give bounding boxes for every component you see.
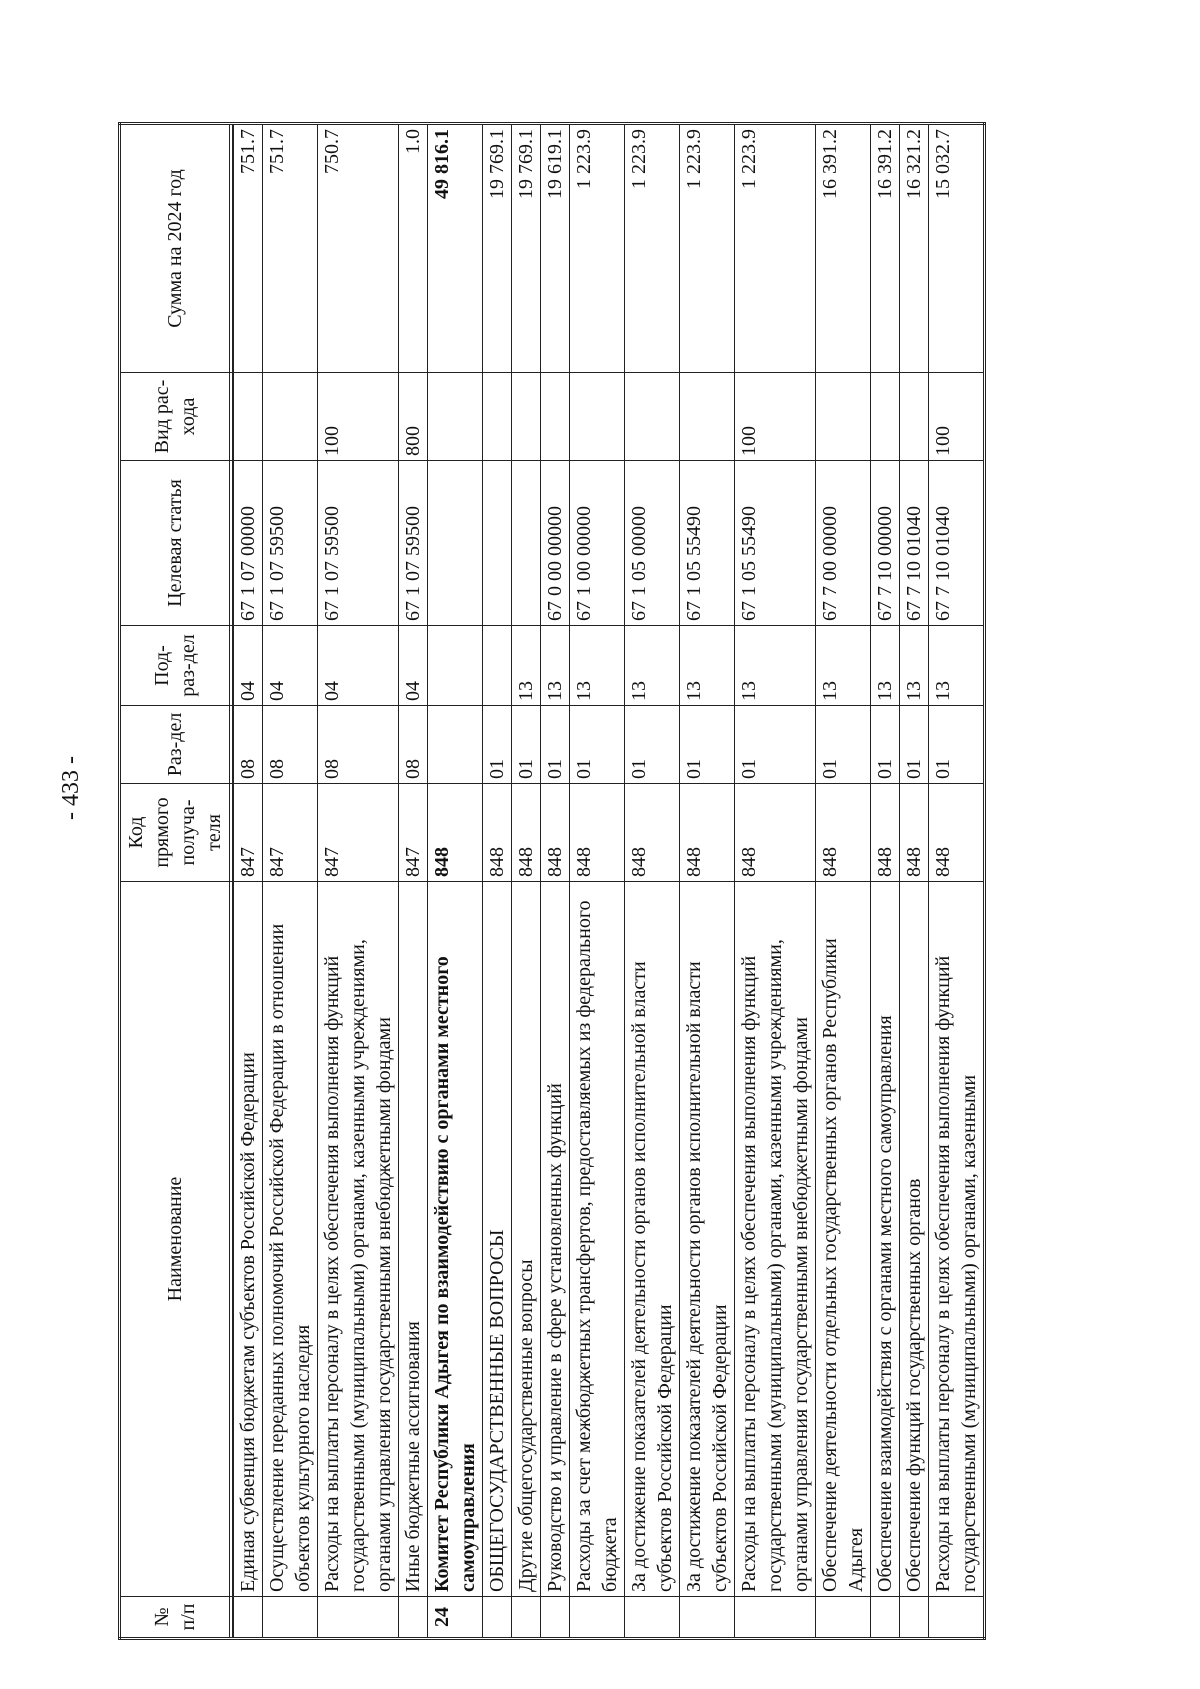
cell-name: ОБЩЕГОСУДАРСТВЕННЫЕ ВОПРОСЫ bbox=[483, 882, 512, 1597]
cell-target-article: 67 1 07 59500 bbox=[318, 461, 399, 626]
header-subsection: Под-раз-дел bbox=[120, 626, 230, 706]
cell-expense-kind bbox=[871, 373, 900, 461]
table-row bbox=[900, 124, 929, 1639]
cell-name: Руководство и управление в сфере установленных функций bbox=[541, 882, 570, 1597]
cell-expense-kind bbox=[541, 373, 570, 461]
cell-num: 24 bbox=[428, 1597, 483, 1639]
cell-expense-kind bbox=[570, 373, 625, 461]
cell-name: За достижение показателей деятельности органов исполнительной власти субъектов Российской Федерации bbox=[680, 882, 735, 1597]
cell-recipient-code: 848 bbox=[900, 784, 929, 882]
table-row bbox=[399, 124, 428, 1639]
cell-subsection bbox=[483, 626, 512, 706]
cell-target-article: 67 1 05 55490 bbox=[735, 461, 816, 626]
cell-section: 01 bbox=[900, 706, 929, 784]
cell-recipient-code: 848 bbox=[512, 784, 541, 882]
cell-expense-kind: 800 bbox=[399, 373, 428, 461]
cell-target-article: 67 7 10 01040 bbox=[929, 461, 985, 626]
cell-amount: 19 769.1 bbox=[512, 124, 541, 373]
page-number: - 433 - bbox=[58, 756, 84, 820]
cell-amount: 1 223.9 bbox=[625, 124, 680, 373]
cell-section: 01 bbox=[680, 706, 735, 784]
cell-expense-kind: 100 bbox=[318, 373, 399, 461]
cell-amount: 19 619.1 bbox=[541, 124, 570, 373]
header-kind: Вид рас-хода bbox=[120, 373, 230, 461]
header-target: Целевая статья bbox=[120, 461, 230, 626]
cell-subsection: 13 bbox=[929, 626, 985, 706]
cell-num bbox=[816, 1597, 871, 1639]
cell-target-article: 67 1 05 00000 bbox=[625, 461, 680, 626]
cell-section: 08 bbox=[318, 706, 399, 784]
cell-section: 08 bbox=[263, 706, 318, 784]
cell-num bbox=[263, 1597, 318, 1639]
cell-subsection: 04 bbox=[399, 626, 428, 706]
cell-target-article bbox=[512, 461, 541, 626]
cell-subsection: 13 bbox=[625, 626, 680, 706]
cell-num bbox=[512, 1597, 541, 1639]
cell-subsection: 13 bbox=[512, 626, 541, 706]
cell-name: Обеспечение взаимодействия с органами местного самоуправления bbox=[871, 882, 900, 1597]
cell-target-article: 67 1 07 59500 bbox=[399, 461, 428, 626]
table-row bbox=[680, 124, 735, 1639]
cell-recipient-code: 848 bbox=[541, 784, 570, 882]
cell-num bbox=[680, 1597, 735, 1639]
cell-subsection: 13 bbox=[871, 626, 900, 706]
cell-amount: 751.7 bbox=[263, 124, 318, 373]
cell-target-article: 67 7 00 00000 bbox=[816, 461, 871, 626]
cell-subsection: 13 bbox=[900, 626, 929, 706]
cell-target-article: 67 1 05 55490 bbox=[680, 461, 735, 626]
cell-recipient-code: 848 bbox=[680, 784, 735, 882]
table-row bbox=[541, 124, 570, 1639]
cell-recipient-code: 848 bbox=[625, 784, 680, 882]
cell-section: 08 bbox=[233, 706, 263, 784]
cell-subsection: 13 bbox=[680, 626, 735, 706]
cell-subsection: 13 bbox=[570, 626, 625, 706]
cell-amount: 751.7 bbox=[233, 124, 263, 373]
cell-amount: 1 223.9 bbox=[570, 124, 625, 373]
cell-name: Расходы на выплаты персоналу в целях обеспечения выполнения функций государственными (муниципальными) органами, казенными учреждениями, органами управления государственными внебюджетными фондами bbox=[318, 882, 399, 1597]
cell-recipient-code: 848 bbox=[816, 784, 871, 882]
cell-expense-kind bbox=[428, 373, 483, 461]
cell-recipient-code: 848 bbox=[929, 784, 985, 882]
cell-target-article bbox=[483, 461, 512, 626]
cell-section: 01 bbox=[735, 706, 816, 784]
cell-amount: 15 032.7 bbox=[929, 124, 985, 373]
cell-expense-kind bbox=[483, 373, 512, 461]
cell-expense-kind bbox=[233, 373, 263, 461]
cell-section: 01 bbox=[541, 706, 570, 784]
cell-name: Осуществление переданных полномочий Российской Федерации в отношении объектов культурного наследия bbox=[263, 882, 318, 1597]
cell-name: Единая субвенция бюджетам субъектов Российской Федерации bbox=[233, 882, 263, 1597]
table-header-row bbox=[120, 124, 230, 1639]
budget-table-container bbox=[118, 125, 1073, 1640]
cell-recipient-code: 847 bbox=[318, 784, 399, 882]
cell-subsection bbox=[428, 626, 483, 706]
cell-recipient-code: 848 bbox=[570, 784, 625, 882]
cell-section: 01 bbox=[871, 706, 900, 784]
cell-recipient-code: 848 bbox=[871, 784, 900, 882]
cell-name: За достижение показателей деятельности органов исполнительной власти субъектов Российской Федерации bbox=[625, 882, 680, 1597]
cell-target-article: 67 1 07 59500 bbox=[263, 461, 318, 626]
cell-target-article bbox=[428, 461, 483, 626]
cell-num bbox=[929, 1597, 985, 1639]
cell-target-article: 67 1 07 00000 bbox=[233, 461, 263, 626]
cell-expense-kind: 100 bbox=[929, 373, 985, 461]
cell-amount: 49 816.1 bbox=[428, 124, 483, 373]
cell-target-article: 67 7 10 01040 bbox=[900, 461, 929, 626]
cell-num bbox=[900, 1597, 929, 1639]
table-row bbox=[735, 124, 816, 1639]
cell-amount: 1 223.9 bbox=[680, 124, 735, 373]
cell-recipient-code: 848 bbox=[735, 784, 816, 882]
cell-expense-kind bbox=[263, 373, 318, 461]
cell-amount: 19 769.1 bbox=[483, 124, 512, 373]
cell-recipient-code: 848 bbox=[428, 784, 483, 882]
table-row bbox=[318, 124, 399, 1639]
header-num: № п/п bbox=[120, 1597, 230, 1639]
cell-expense-kind bbox=[512, 373, 541, 461]
cell-recipient-code: 847 bbox=[233, 784, 263, 882]
cell-name: Иные бюджетные ассигнования bbox=[399, 882, 428, 1597]
cell-amount: 16 321.2 bbox=[900, 124, 929, 373]
cell-num bbox=[570, 1597, 625, 1639]
header-code: Код прямого получа-теля bbox=[120, 784, 230, 882]
header-section: Раз-дел bbox=[120, 706, 230, 784]
cell-section: 01 bbox=[570, 706, 625, 784]
table-row bbox=[929, 124, 985, 1639]
cell-expense-kind bbox=[680, 373, 735, 461]
cell-target-article: 67 1 00 00000 bbox=[570, 461, 625, 626]
cell-section: 08 bbox=[399, 706, 428, 784]
cell-recipient-code: 848 bbox=[483, 784, 512, 882]
cell-section: 01 bbox=[929, 706, 985, 784]
table-row bbox=[512, 124, 541, 1639]
cell-subsection: 04 bbox=[318, 626, 399, 706]
cell-name: Расходы за счет межбюджетных трансфертов, предоставляемых из федерального бюджета bbox=[570, 882, 625, 1597]
budget-table bbox=[118, 122, 986, 1640]
cell-num bbox=[399, 1597, 428, 1639]
cell-target-article: 67 0 00 00000 bbox=[541, 461, 570, 626]
table-row bbox=[570, 124, 625, 1639]
table-row bbox=[428, 124, 483, 1639]
table-row bbox=[483, 124, 512, 1639]
cell-recipient-code: 847 bbox=[399, 784, 428, 882]
cell-num bbox=[483, 1597, 512, 1639]
cell-name: Расходы на выплаты персоналу в целях обеспечения выполнения функций государственными (муниципальными) органами, казенными учреждениями, органами управления государственными внебюджетными фондами bbox=[735, 882, 816, 1597]
cell-num bbox=[233, 1597, 263, 1639]
cell-num bbox=[625, 1597, 680, 1639]
cell-name: Другие общегосударственные вопросы bbox=[512, 882, 541, 1597]
table-row bbox=[625, 124, 680, 1639]
cell-name: Обеспечение деятельности отдельных государственных органов Республики Адыгея bbox=[816, 882, 871, 1597]
table-row bbox=[871, 124, 900, 1639]
cell-amount: 16 391.2 bbox=[871, 124, 900, 373]
cell-recipient-code: 847 bbox=[263, 784, 318, 882]
cell-subsection: 04 bbox=[263, 626, 318, 706]
cell-num bbox=[318, 1597, 399, 1639]
cell-amount: 1 223.9 bbox=[735, 124, 816, 373]
header-name: Наименование bbox=[120, 882, 230, 1597]
cell-expense-kind: 100 bbox=[735, 373, 816, 461]
cell-amount: 1.0 bbox=[399, 124, 428, 373]
cell-subsection: 13 bbox=[735, 626, 816, 706]
cell-subsection: 13 bbox=[816, 626, 871, 706]
cell-num bbox=[541, 1597, 570, 1639]
table-row bbox=[263, 124, 318, 1639]
header-amount: Сумма на 2024 год bbox=[120, 124, 230, 373]
cell-section: 01 bbox=[512, 706, 541, 784]
cell-section: 01 bbox=[483, 706, 512, 784]
table-body bbox=[233, 124, 985, 1639]
cell-subsection: 04 bbox=[233, 626, 263, 706]
cell-num bbox=[735, 1597, 816, 1639]
cell-expense-kind bbox=[900, 373, 929, 461]
cell-name: Обеспечение функций государственных органов bbox=[900, 882, 929, 1597]
cell-amount: 16 391.2 bbox=[816, 124, 871, 373]
cell-section bbox=[428, 706, 483, 784]
cell-name: Комитет Республики Адыгея по взаимодействию с органами местного самоуправления bbox=[428, 882, 483, 1597]
table-row bbox=[233, 124, 263, 1639]
cell-expense-kind bbox=[625, 373, 680, 461]
cell-section: 01 bbox=[816, 706, 871, 784]
cell-name: Расходы на выплаты персоналу в целях обеспечения выполнения функций государственными (муниципальными) органами, казенными bbox=[929, 882, 985, 1597]
cell-subsection: 13 bbox=[541, 626, 570, 706]
table-row bbox=[816, 124, 871, 1639]
cell-num bbox=[871, 1597, 900, 1639]
cell-expense-kind bbox=[816, 373, 871, 461]
cell-amount: 750.7 bbox=[318, 124, 399, 373]
cell-section: 01 bbox=[625, 706, 680, 784]
cell-target-article: 67 7 10 00000 bbox=[871, 461, 900, 626]
